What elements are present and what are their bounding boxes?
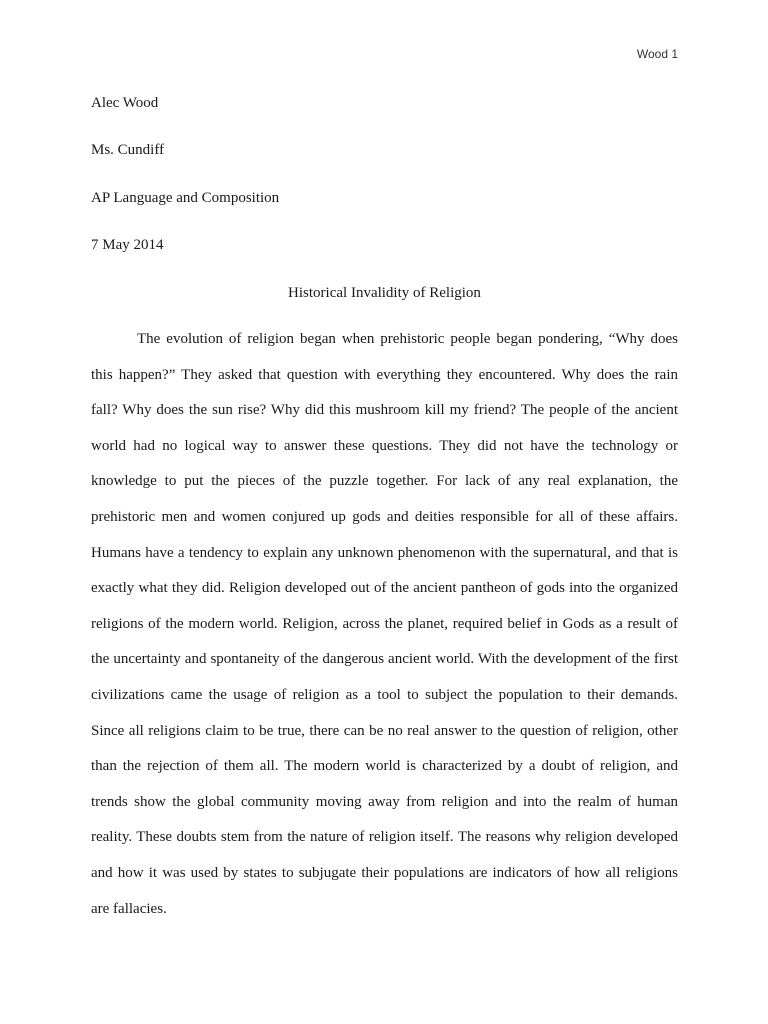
author-name: Alec Wood (91, 95, 159, 111)
instructor-name: Ms. Cundiff (91, 142, 165, 159)
essay-date: 7 May 2014 (91, 236, 164, 253)
paragraph-line: Humans have a tendency to explain any unknown phenomenon with the supernatural, and that is (91, 544, 678, 561)
paragraph-line: this happen?” They asked that question with everything they encountered. Why does the rain (91, 366, 678, 383)
paragraph-line: knowledge to put the pieces of the puzzle together. For lack of any real explanation, the (91, 473, 678, 490)
body-paragraph (91, 327, 678, 932)
heading-block (91, 91, 681, 280)
paragraph-line: The evolution of religion began when prehistoric people began pondering, “Why does (137, 331, 678, 347)
paragraph-line: civilizations came the usage of religion as a tool to subject the population to their demands. (91, 686, 678, 703)
paragraph-line: Since all religions claim to be true, there can be no real answer to the question of religion, other (91, 722, 678, 739)
running-head: Wood 1 (636, 47, 678, 61)
paragraph-line: trends show the global community moving away from religion and into the realm of human (91, 793, 678, 810)
paragraph-line: are fallacies. (91, 900, 167, 917)
essay-title: Historical Invalidity of Religion (288, 285, 481, 301)
paragraph-line: world had no logical way to answer these questions. They did not have the technology or (91, 437, 678, 454)
paragraph-line: and how it was used by states to subjugate their populations are indicators of how all religions (91, 864, 678, 881)
paragraph-line: the uncertainty and spontaneity of the dangerous ancient world. With the development of the first (91, 651, 678, 668)
paragraph-line: exactly what they did. Religion developed out of the ancient pantheon of gods into the organized (91, 580, 678, 597)
paragraph-line: fall? Why does the sun rise? Why did this mushroom kill my friend? The people of the ancient (91, 402, 678, 419)
paragraph-line: reality. These doubts stem from the nature of religion itself. The reasons why religion developed (91, 829, 678, 846)
paragraph-line: religions of the modern world. Religion, across the planet, required belief in Gods as a result of (91, 615, 678, 632)
course-name: AP Language and Composition (91, 189, 280, 206)
paragraph-line: prehistoric men and women conjured up gods and deities responsible for all of these affairs. (91, 508, 678, 525)
paragraph-line: than the rejection of them all. The modern world is characterized by a doubt of religion, and (91, 758, 678, 775)
